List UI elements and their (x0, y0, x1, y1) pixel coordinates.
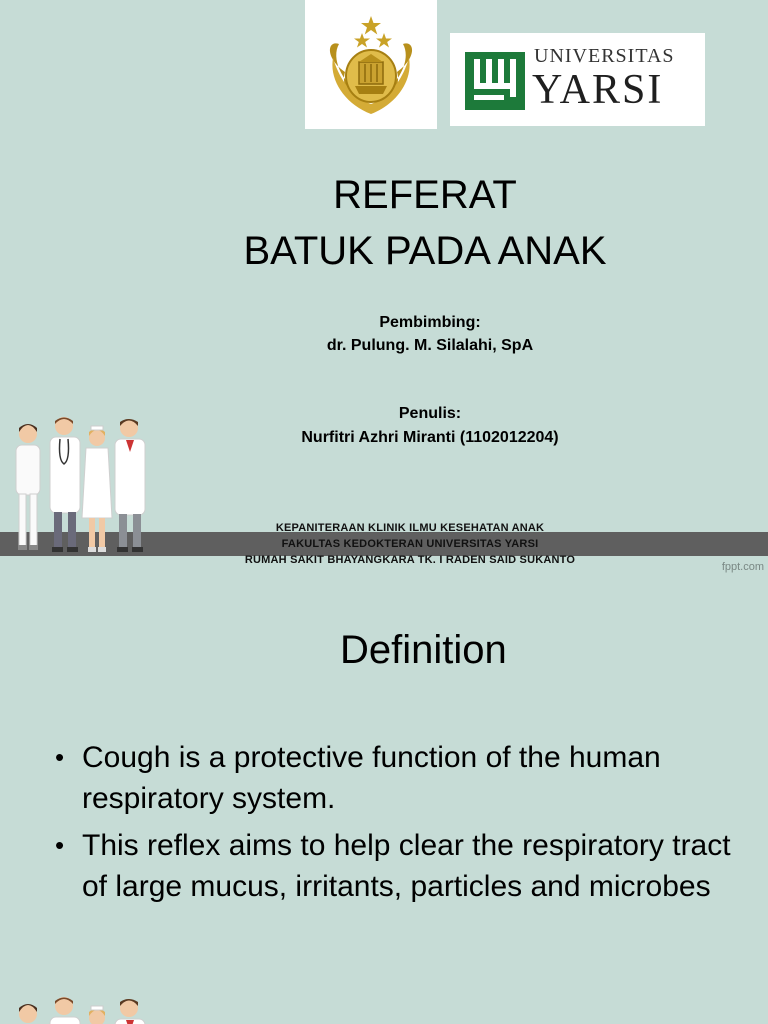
institution-line-2: FAKULTAS KEDOKTERAN UNIVERSITAS YARSI (281, 538, 539, 550)
medical-staff-illustration (8, 412, 158, 558)
author-label: Penulis: (398, 405, 462, 422)
medical-staff-illustration (8, 992, 158, 1024)
title-line-1: REFERAT (333, 173, 517, 217)
definition-slide (0, 580, 768, 1024)
title-line-2: BATUK PADA ANAK (243, 229, 607, 273)
bullet-text: Cough is a protective function of the human respiratory system. (82, 741, 661, 815)
author-name: Nurfitri Azhri Miranti (1102012204) (301, 429, 559, 446)
university-logo-top-text: UNIVERSITAS (534, 45, 675, 67)
universitas-yarsi-logo (450, 33, 705, 126)
bullet-item (55, 825, 735, 907)
yarsi-emblem-icon (465, 52, 525, 110)
police-emblem-logo (305, 0, 437, 129)
bullet-dot-icon: • (55, 830, 65, 860)
slide-title: Definition (340, 628, 507, 672)
university-logo-main-text: YARSI (532, 67, 664, 113)
fppt-credit: fppt.com (721, 561, 764, 573)
bullet-text: This reflex aims to help clear the respiratory tract of large mucus, irritants, particles and microbes (82, 829, 731, 903)
institution-line-3: RUMAH SAKIT BHAYANGKARA TK. I RADEN SAID SUKANTO (244, 554, 576, 566)
bullet-dot-icon: • (55, 742, 65, 772)
supervisor-label: Pembimbing: (379, 314, 481, 331)
bullet-item (55, 737, 735, 819)
supervisor-name: dr. Pulung. M. Silalahi, SpA (326, 337, 534, 354)
institution-line-1: KEPANITERAAN KLINIK ILMU KESEHATAN ANAK (275, 522, 545, 534)
